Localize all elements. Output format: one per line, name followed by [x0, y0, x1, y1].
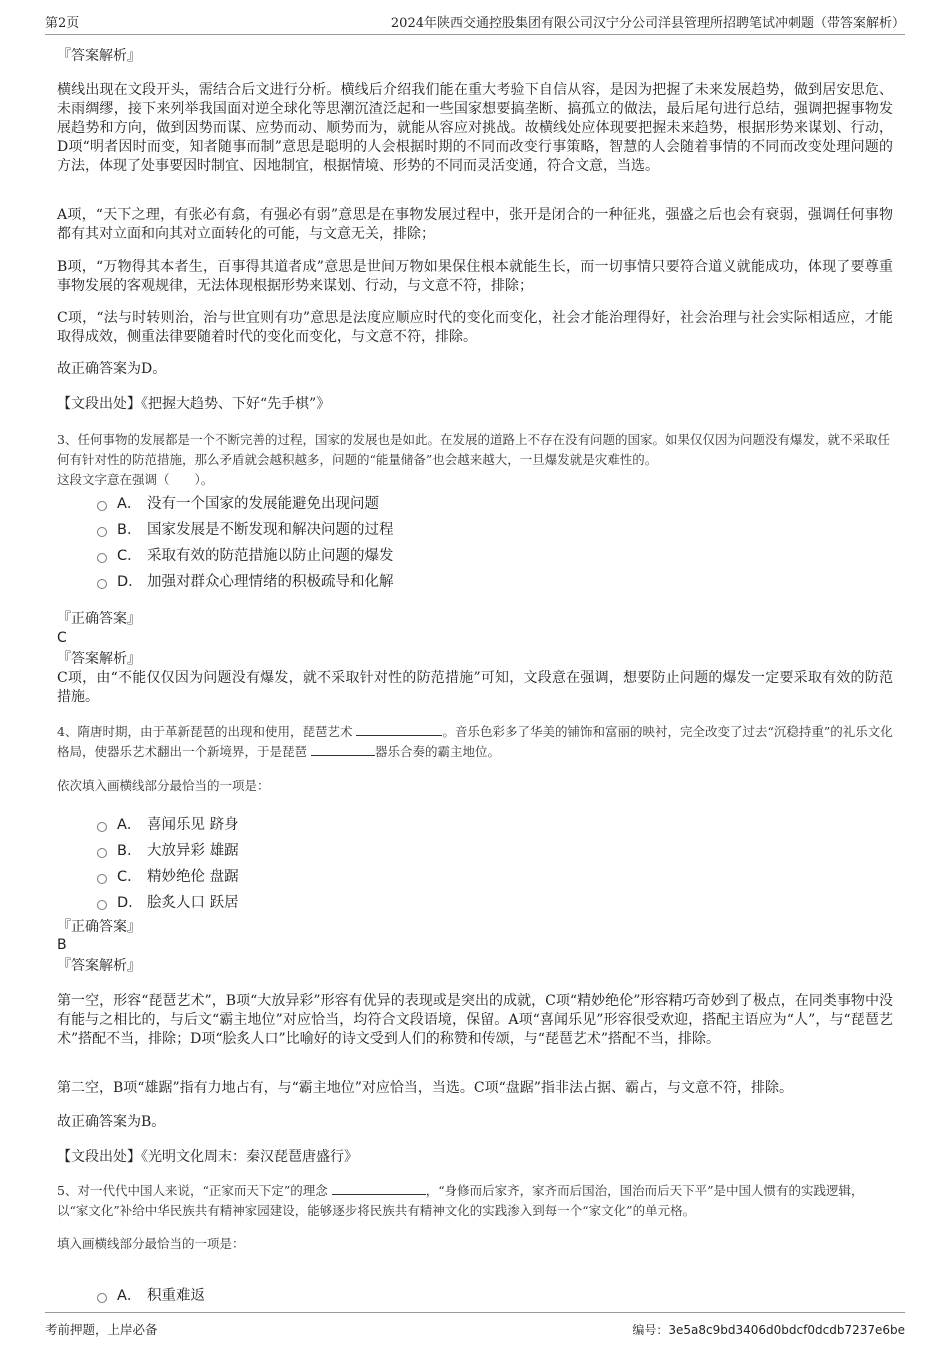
option-list — [57, 810, 893, 914]
fill-blank — [356, 723, 442, 736]
analysis-paragraph: C项，由“不能仅仅因为问题没有爆发，就不采取针对性的防范措施”可知，文段意在强调，想要防止问题的爆发一定要采取有效的防范措施。 — [57, 670, 893, 705]
fill-blank — [311, 743, 375, 756]
question-stem: 4、隋唐时期，由于革新琵琶的出现和使用，琵琶艺术 。音乐色彩多了华美的铺饰和富丽的映衬，完全改变了过去“沉稳持重”的礼乐文化格局，使器乐艺术翻出一个新境界，于是琵琶 器乐合奏的霸主地位。 — [57, 724, 893, 759]
footer-slogan: 考前押题，上岸必备 — [45, 1322, 158, 1337]
question-text: 3、任何事物的发展都是一个不断完善的过程，国家的发展也是如此。在发展的道路上不存在没有问题的国家。如果仅仅因为问题没有爆发，就不采取任何有针对性的防范措施，那么矛盾就会越积越多，问题的“能量储备”也会越来越大，一旦爆发就是灾难性的。 — [57, 432, 890, 467]
analysis-paragraph: 第一空，形容“琵琶艺术”，B项“大放异彩”形容有优异的表现或是突出的成就，C项“精妙绝伦”形容精巧奇妙到了极点，在同类事物中没有能与之相比的，与后文“霸主地位”对应恰当，均符合文段语境，保留。A项“喜闻乐见”形容很受欢迎，搭配主语应为“人”，与“琵琶艺术”搭配不当，排除；D项“脍炙人口”比喻好的诗文受到人们的称赞和传颂，与“琵琶艺术”搭配不当，排除。 — [57, 993, 893, 1047]
radio-icon[interactable] — [97, 501, 107, 511]
analysis-paragraph: B项，“万物得其本者生，百事得其道者成”意思是世间万物如果保住根本就能生长，而一切事情只要符合道义就能成功，体现了要尊重事物发展的客观规律，无法体现根据形势来谋划、行动，与文意不符，排除； — [57, 259, 893, 294]
radio-icon[interactable] — [97, 900, 107, 910]
analysis-paragraph: 横线出现在文段开头，需结合后文进行分析。横线后介绍我们能在重大考验下自信从容，是因为把握了未来发展趋势，做到居安思危、未雨绸缪，接下来列举我国面对逆全球化等思潮沉渣泛起和一些国家想要搞垄断、搞孤立的做法，最后尾句进行总结，强调把握事物发展趋势和方向，做到因势而谋、应势而动、顺势而为，就能从容应对挑战。故横线处应体现要把握未来趋势，根据形势来谋划、行动，D项“明者因时而变，知者随事而制”意思是聪明的人会根据时期的不同而改变行事策略，智慧的人会随着事情的不同而改变处理问题的方法，体现了处事要因时制宜、因地制宜，根据情境、形势的不同而灵活变通，符合文意，当选。 — [57, 82, 893, 174]
radio-icon[interactable] — [97, 553, 107, 563]
question-stem — [57, 430, 893, 490]
radio-icon[interactable] — [97, 1293, 107, 1303]
radio-icon[interactable] — [97, 822, 107, 832]
fill-blank — [332, 1182, 426, 1195]
question-ask: 依次填入画横线部分最恰当的一项是： — [57, 778, 270, 793]
option-list — [57, 1281, 893, 1307]
page-number: 第2页 — [45, 16, 80, 31]
correct-answer-statement: 故正确答案为D。 — [57, 361, 167, 377]
radio-icon[interactable] — [97, 874, 107, 884]
radio-icon[interactable] — [97, 848, 107, 858]
option-d[interactable]: D． 加强对群众心理情绪的积极疏导和化解 — [57, 567, 893, 593]
correct-answer-statement: 故正确答案为B。 — [57, 1114, 166, 1130]
correct-answer-label: 『正确答案』 — [57, 919, 141, 935]
analysis-label: 『答案解析』 — [57, 48, 141, 64]
correct-answer: C — [57, 630, 67, 646]
page-footer — [45, 1312, 905, 1338]
page-header — [45, 12, 905, 35]
option-list — [57, 489, 893, 593]
document-code: 编号：3e5a8c9bd3406d0bdcf0dcdb7237e6be — [632, 1323, 905, 1337]
question-ask: 填入画横线部分最恰当的一项是： — [57, 1236, 245, 1251]
analysis-paragraph: C项，“法与时转则治，治与世宜则有功”意思是法度应顺应时代的变化而变化，社会才能治理得好，社会治理与社会实际相适应，才能取得成效，侧重法律要随着时代的变化而变化，与文意不符，排除。 — [57, 310, 893, 345]
radio-icon[interactable] — [97, 579, 107, 589]
option-a[interactable]: A． 积重难返 — [57, 1281, 893, 1307]
option-b[interactable]: B． 大放异彩 雄踞 — [57, 836, 893, 862]
option-d[interactable]: D． 脍炙人口 跃居 — [57, 888, 893, 914]
radio-icon[interactable] — [97, 527, 107, 537]
correct-answer: B — [57, 937, 67, 953]
question-stem: 5、对一代代中国人来说，“正家而天下定”的理念 ，“身修而后家齐，家齐而后国治，国治而后天下平”是中国人惯有的实践逻辑，以“家文化”补给中华民族共有精神家园建设，能够逐步将民族共有精神文化的实践渗入到每一个“家文化”的单元格。 — [57, 1183, 864, 1218]
question-ask: 这段文字意在强调（ ）。 — [57, 472, 214, 487]
analysis-label: 『答案解析』 — [57, 958, 141, 974]
analysis-paragraph: 第二空，B项“雄踞”指有力地占有，与“霸主地位”对应恰当，当选。C项“盘踞”指非法占据、霸占，与文意不符，排除。 — [57, 1080, 793, 1096]
option-a[interactable]: A． 没有一个国家的发展能避免出现问题 — [57, 489, 893, 515]
option-c[interactable]: C． 精妙绝伦 盘踞 — [57, 862, 893, 888]
analysis-label: 『答案解析』 — [57, 651, 141, 667]
analysis-paragraph: A项，“天下之理，有张必有翕，有强必有弱”意思是在事物发展过程中，张开是闭合的一种征兆，强盛之后也会有衰弱，强调任何事物都有其对立面和向其对立面转化的可能，与文意无关，排除； — [57, 207, 893, 242]
option-c[interactable]: C． 采取有效的防范措施以防止问题的爆发 — [57, 541, 893, 567]
source-citation: 【文段出处】《把握大趋势、下好“先手棋”》 — [57, 396, 331, 412]
correct-answer-label: 『正确答案』 — [57, 611, 141, 627]
option-b[interactable]: B． 国家发展是不断发现和解决问题的过程 — [57, 515, 893, 541]
document-title: 2024年陕西交通控股集团有限公司汉宁分公司洋县管理所招聘笔试冲刺题（带答案解析） — [390, 16, 905, 31]
source-citation: 【文段出处】《光明文化周末：秦汉琵琶唐盛行》 — [57, 1149, 358, 1165]
option-a[interactable]: A． 喜闻乐见 跻身 — [57, 810, 893, 836]
